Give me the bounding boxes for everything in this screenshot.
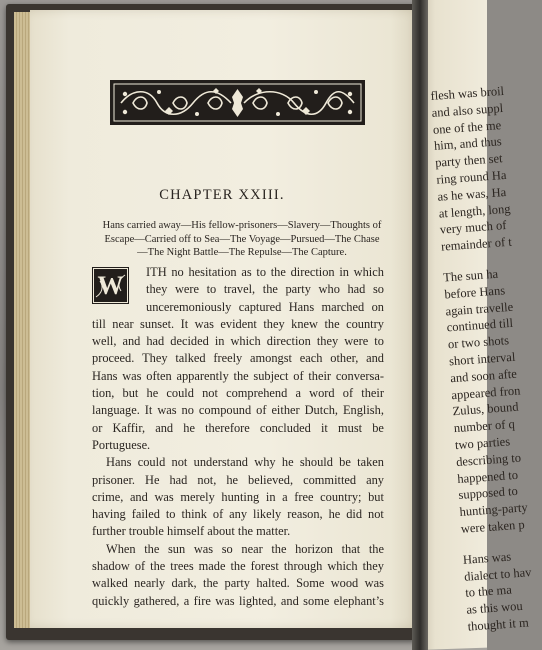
body-word: in [214, 334, 225, 349]
right-page-line: before Hans [443, 283, 506, 302]
body-line [92, 558, 384, 575]
body-word: failed [131, 507, 160, 522]
right-page-line: thought it m [467, 615, 530, 634]
body-word: which [353, 265, 384, 279]
right-page-line: dialect to hav [463, 564, 532, 584]
body-word: word [309, 386, 335, 401]
body-word: some [303, 593, 330, 608]
body-word: he [226, 472, 239, 487]
body-word: they [316, 334, 339, 349]
body-word: When [106, 541, 136, 556]
body-line [92, 472, 384, 489]
body-word: no [181, 403, 194, 418]
body-word: subject [253, 368, 289, 383]
body-word: were [174, 282, 200, 297]
body-word: merely [180, 489, 215, 504]
right-page-line: again travelle [445, 299, 514, 319]
body-word: not, [197, 472, 217, 487]
body-word: country; [320, 489, 362, 504]
body-word: horizon [295, 541, 333, 556]
body-word: to [206, 282, 217, 297]
body-word: party [224, 576, 250, 591]
body-word: freely [213, 351, 243, 366]
body-word: who [318, 282, 340, 297]
right-page-line: The sun ha [442, 266, 499, 285]
body-word: of [134, 559, 146, 574]
body-word: the [233, 368, 249, 383]
floral-ornament-icon [113, 83, 362, 122]
body-word: reason, [287, 507, 323, 522]
body-word: travel, [223, 282, 256, 297]
right-page-line: two parties [454, 434, 511, 453]
body-line [92, 489, 384, 506]
body-word: conversa- [335, 368, 384, 383]
body-word: concluded [259, 420, 311, 435]
book-gutter [412, 0, 428, 650]
body-word: but [122, 386, 139, 401]
body-word: was [154, 489, 174, 504]
body-word: likely [253, 507, 282, 522]
body-word: to [165, 507, 176, 522]
body-word: Hans [288, 299, 315, 314]
body-word: well, [92, 334, 117, 349]
right-page-line: remainder of t [440, 234, 513, 254]
body-word: each [299, 351, 323, 366]
body-word: trees [170, 559, 194, 574]
body-line [92, 368, 384, 385]
body-word: could [137, 455, 166, 470]
body-word: a [183, 593, 190, 608]
right-page-line: hunting-party [459, 500, 529, 520]
right-page-line: happened to [456, 467, 519, 486]
chapter-summary [92, 219, 392, 260]
body-word: of [212, 507, 224, 522]
body-word: either [271, 403, 300, 418]
body-word: till [92, 316, 106, 331]
right-page-line: one of the me [432, 117, 502, 137]
body-word: tion, [92, 386, 115, 401]
body-word: through [283, 559, 323, 574]
initial-letter: W [97, 270, 124, 300]
body-word: had [146, 334, 165, 349]
body-word: It [144, 403, 153, 418]
body-word: apparently [176, 368, 229, 383]
body-word: must [337, 420, 363, 435]
body-word: Some [296, 576, 325, 591]
body-word: the [271, 541, 287, 556]
body-word: They [142, 351, 168, 366]
body-word: of [293, 368, 304, 383]
right-page-line: or two shots [447, 333, 510, 352]
body-word: was [157, 403, 177, 418]
body-word: the [144, 541, 160, 556]
body-word: had [347, 282, 366, 297]
body-line [92, 593, 384, 610]
right-page-line: very much of [439, 218, 507, 238]
body-word: crime, [92, 489, 124, 504]
body-word: prisoner. [92, 472, 136, 487]
body-word: Kaffir, [112, 420, 146, 435]
body-word: any [229, 507, 248, 522]
right-page-line: continued till [446, 316, 514, 335]
body-word: understand [193, 455, 249, 470]
body-line [92, 316, 384, 333]
body-word: not [368, 507, 384, 522]
body-word: hunting [221, 489, 260, 504]
body-word: taken [357, 455, 384, 470]
summary-line: Hans carried away—His fellow-prisoners—Slavery—Thoughts of [102, 220, 382, 231]
body-word: in [265, 489, 276, 504]
body-word: quickly [92, 593, 130, 608]
body-word: wood [330, 576, 359, 591]
body-word: had [169, 472, 188, 487]
body-word: the [368, 541, 384, 556]
body-word: near [112, 316, 134, 331]
right-page-line: as he was, Ha [437, 184, 507, 204]
body-word: Hans [92, 368, 118, 383]
body-word: believed, [248, 472, 294, 487]
right-page-line: supposed to [457, 484, 519, 503]
body-line: Portuguese. [92, 437, 151, 452]
body-word: any [366, 472, 384, 487]
decorated-initial [92, 267, 129, 304]
right-page-line: at length, long [438, 201, 511, 221]
body-word: no [171, 265, 184, 279]
body-word: or [92, 420, 103, 435]
right-page-line: Zulus, bound [452, 399, 519, 419]
body-word: country [346, 316, 384, 331]
body-line [92, 575, 384, 592]
right-page-line: to the ma [464, 582, 513, 601]
right-page-line: flesh was broil [430, 83, 505, 103]
body-word: so [372, 282, 384, 297]
body-word: he [328, 507, 341, 522]
body-word: Dutch, [304, 403, 338, 418]
body-word: the [270, 265, 286, 279]
body-word: party [285, 282, 311, 297]
body-word: was [194, 316, 214, 331]
body-word: fire [193, 593, 211, 608]
body-word: which [327, 559, 358, 574]
body-word: a [282, 489, 288, 504]
body-word: they [362, 559, 384, 574]
body-word: they [263, 316, 285, 331]
body-word: could [166, 386, 194, 401]
body-word: was [364, 576, 384, 591]
body-word: unceremoniously [146, 299, 232, 314]
body-line [92, 420, 384, 437]
body-word: decided [170, 334, 209, 349]
body-word: English, [342, 403, 384, 418]
body-line [92, 385, 384, 402]
body-line [92, 506, 384, 523]
body-line [92, 541, 384, 558]
body-word: made [198, 559, 226, 574]
body-word: forest [250, 559, 279, 574]
body-word: proceed. [92, 351, 135, 366]
body-word: think [181, 507, 207, 522]
body-word: was [215, 593, 235, 608]
right-page-line: appeared fron [450, 382, 521, 402]
body-word: committed [303, 472, 357, 487]
body-word: was [122, 368, 142, 383]
body-word: not [202, 386, 218, 401]
body-line [92, 454, 384, 471]
body-word: amongst [250, 351, 293, 366]
body-word: that [341, 541, 361, 556]
body-word: should [299, 455, 333, 470]
body-word: ITH [146, 265, 167, 279]
body-word: marched [321, 299, 365, 314]
body-word: as [241, 265, 252, 279]
body-word: the [262, 282, 278, 297]
body-line: further trouble himself about the matter. [92, 524, 291, 539]
body-word: dark, [171, 576, 197, 591]
right-page-line: ring round Ha [435, 167, 507, 187]
body-word: free [294, 489, 314, 504]
body-word: and [155, 420, 174, 435]
body-word: It [180, 316, 189, 331]
right-page-line: and also suppl [431, 100, 504, 120]
body-word: their [361, 386, 384, 401]
body-word: elephant’s [333, 593, 384, 608]
body-word: and [122, 334, 141, 349]
body-word: gathered, [133, 593, 180, 608]
body-word: he [183, 420, 195, 435]
summary-line: Escape—Carried off to Sea—The Voyage—Pursued—The Chase [104, 233, 380, 245]
right-page-line: party then set [434, 151, 503, 170]
body-word: therefore [205, 420, 250, 435]
body-line [92, 402, 384, 419]
body-word: a [295, 386, 301, 401]
body-word: did [346, 507, 363, 522]
body-word: not [171, 455, 188, 470]
body-word: lighted, [238, 593, 277, 608]
body-word: and [366, 351, 384, 366]
body-word: direction [266, 334, 311, 349]
body-word: the [150, 559, 166, 574]
chapter-ornament-banner [110, 80, 365, 125]
body-word: having [92, 507, 126, 522]
chapter-title: CHAPTER XXIII. [159, 187, 285, 203]
body-word: were [344, 334, 369, 349]
body-word: in [339, 265, 349, 279]
body-word: and [129, 489, 148, 504]
body-word: He [145, 472, 160, 487]
body-word: so [221, 541, 233, 556]
right-page-line: number of q [453, 417, 516, 436]
body-word: the [230, 559, 246, 574]
body-word: near [241, 541, 263, 556]
body-word: be [372, 420, 384, 435]
body-word: halted. [256, 576, 290, 591]
chapter-body [92, 264, 384, 610]
body-word: to [256, 265, 267, 279]
body-word: direction [290, 265, 335, 279]
body-word: to [374, 334, 384, 349]
body-word: shadow [92, 559, 130, 574]
body-line [92, 350, 384, 367]
right-page-line: short interval [448, 349, 516, 369]
body-word: the [324, 316, 340, 331]
summary-line: —The Night Battle—The Repulse—The Capture. [137, 247, 347, 259]
body-line [92, 299, 384, 316]
body-word: walked [92, 576, 128, 591]
body-word: often [146, 368, 172, 383]
body-word: comprehend [226, 386, 288, 401]
body-word: why [254, 455, 276, 470]
body-word: talked [175, 351, 206, 366]
body-word: which [230, 334, 261, 349]
body-word: but [368, 489, 384, 504]
body-line [92, 333, 384, 350]
body-word: sunset. [140, 316, 175, 331]
right-page-line: Hans was [462, 549, 512, 567]
body-word: sun [167, 541, 186, 556]
body-word: language. [92, 403, 140, 418]
body-word: of [256, 403, 267, 418]
body-word: he [146, 386, 159, 401]
body-word: on [371, 299, 384, 314]
body-word: captured [238, 299, 282, 314]
body-word: he [281, 455, 294, 470]
body-word: be [339, 455, 351, 470]
body-word: compound [198, 403, 252, 418]
body-word: other, [330, 351, 359, 366]
body-word: their [308, 368, 332, 383]
right-page-line: as this wou [466, 598, 524, 617]
body-word: hesitation [188, 265, 237, 279]
body-word: Hans [106, 455, 132, 470]
body-word: it [320, 420, 328, 435]
right-page-line: describing to [455, 450, 522, 469]
body-word: and [280, 593, 299, 608]
right-page-line: were taken p [460, 517, 526, 536]
body-line [92, 264, 384, 281]
right-page-line: and soon afte [449, 366, 518, 386]
body-word: nearly [134, 576, 166, 591]
body-word: was [193, 541, 214, 556]
body-word: knew [291, 316, 318, 331]
body-word: they [146, 282, 168, 297]
body-word: evident [220, 316, 257, 331]
body-word: of [342, 386, 354, 401]
body-line [92, 281, 384, 298]
body-word: the [203, 576, 219, 591]
right-page-line: him, and thus [433, 134, 503, 154]
